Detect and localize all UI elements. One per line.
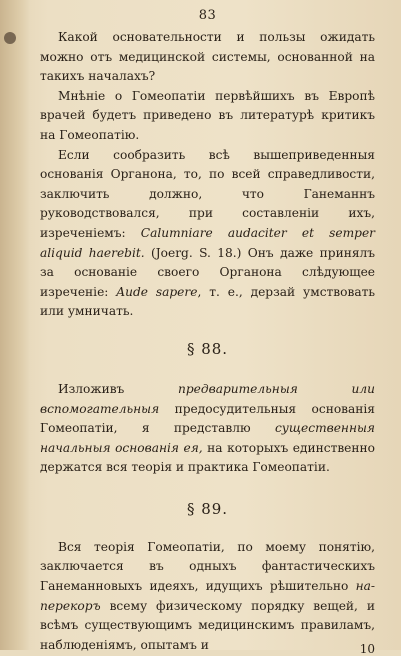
- p89-italic-1: на-перекоръ: [40, 579, 375, 613]
- organon-text-1: Если сообразить всѣ вышеприведенныя основанія Органона, то, по всей справедливости, заключить должно, что Ганеманнъ руководствовался, при составленіи ихъ, изреченіемъ:: [40, 147, 375, 240]
- p88-text-3: на которыхъ единственно держатся вся теорія и практика Гомеопатіи.: [40, 440, 375, 475]
- book-spine-shadow: [0, 0, 30, 650]
- p88-text-1: Изложивъ: [58, 381, 179, 396]
- signature-mark: 10: [359, 642, 375, 656]
- page-number: 83: [198, 8, 217, 23]
- section-heading-88: § 88.: [186, 339, 229, 358]
- p88-italic-1: предварительныя или вспомогательныя: [40, 381, 375, 416]
- organon-text-2: (Joerg. S. 18.) Онъ даже принялъ за основаніе своего Органона слѣдующее изреченіе:: [40, 245, 376, 299]
- latin-quote: Calumniare audaciter et semper aliquid haerebit.: [40, 225, 375, 260]
- p89-text-2: всему физическому порядку вещей, и всѣмъ существующимъ медицинскимъ правиламъ, наблюденіямъ, опытамъ и: [40, 598, 375, 652]
- paragraph-opinion: Мнѣніе о Гомеопатіи первѣйшихъ въ Европѣ врачей будетъ приведено въ литературѣ критикъ на Гомеопатію.: [40, 88, 375, 142]
- paragraph-section-89: [40, 538, 375, 656]
- latin-aude-sapere: Aude sapere: [116, 284, 198, 299]
- p89-text-1: Вся теорія Гомеопатіи, по моему понятію, заключается въ одныхъ фантастическихъ Ганеманновыхъ идеяхъ, идущихъ рѣшительно: [40, 539, 375, 594]
- paragraph-section-88: [40, 380, 375, 478]
- section-heading-89: § 89.: [186, 499, 229, 518]
- paragraph-organon: [40, 146, 375, 322]
- p88-text-2: предосудительныя основанія Гомеопатіи, я представлю: [40, 401, 375, 436]
- p88-italic-2: существенныя начальныя основанія ея,: [40, 421, 375, 455]
- paragraph-question: Какой основательности и пользы ожидать можно отъ медицинской системы, основанной на такихъ началахъ?: [40, 30, 375, 84]
- organon-text-3: , т. е., дерзай умствовать или умничать.: [40, 284, 375, 319]
- ink-spot: [4, 32, 16, 44]
